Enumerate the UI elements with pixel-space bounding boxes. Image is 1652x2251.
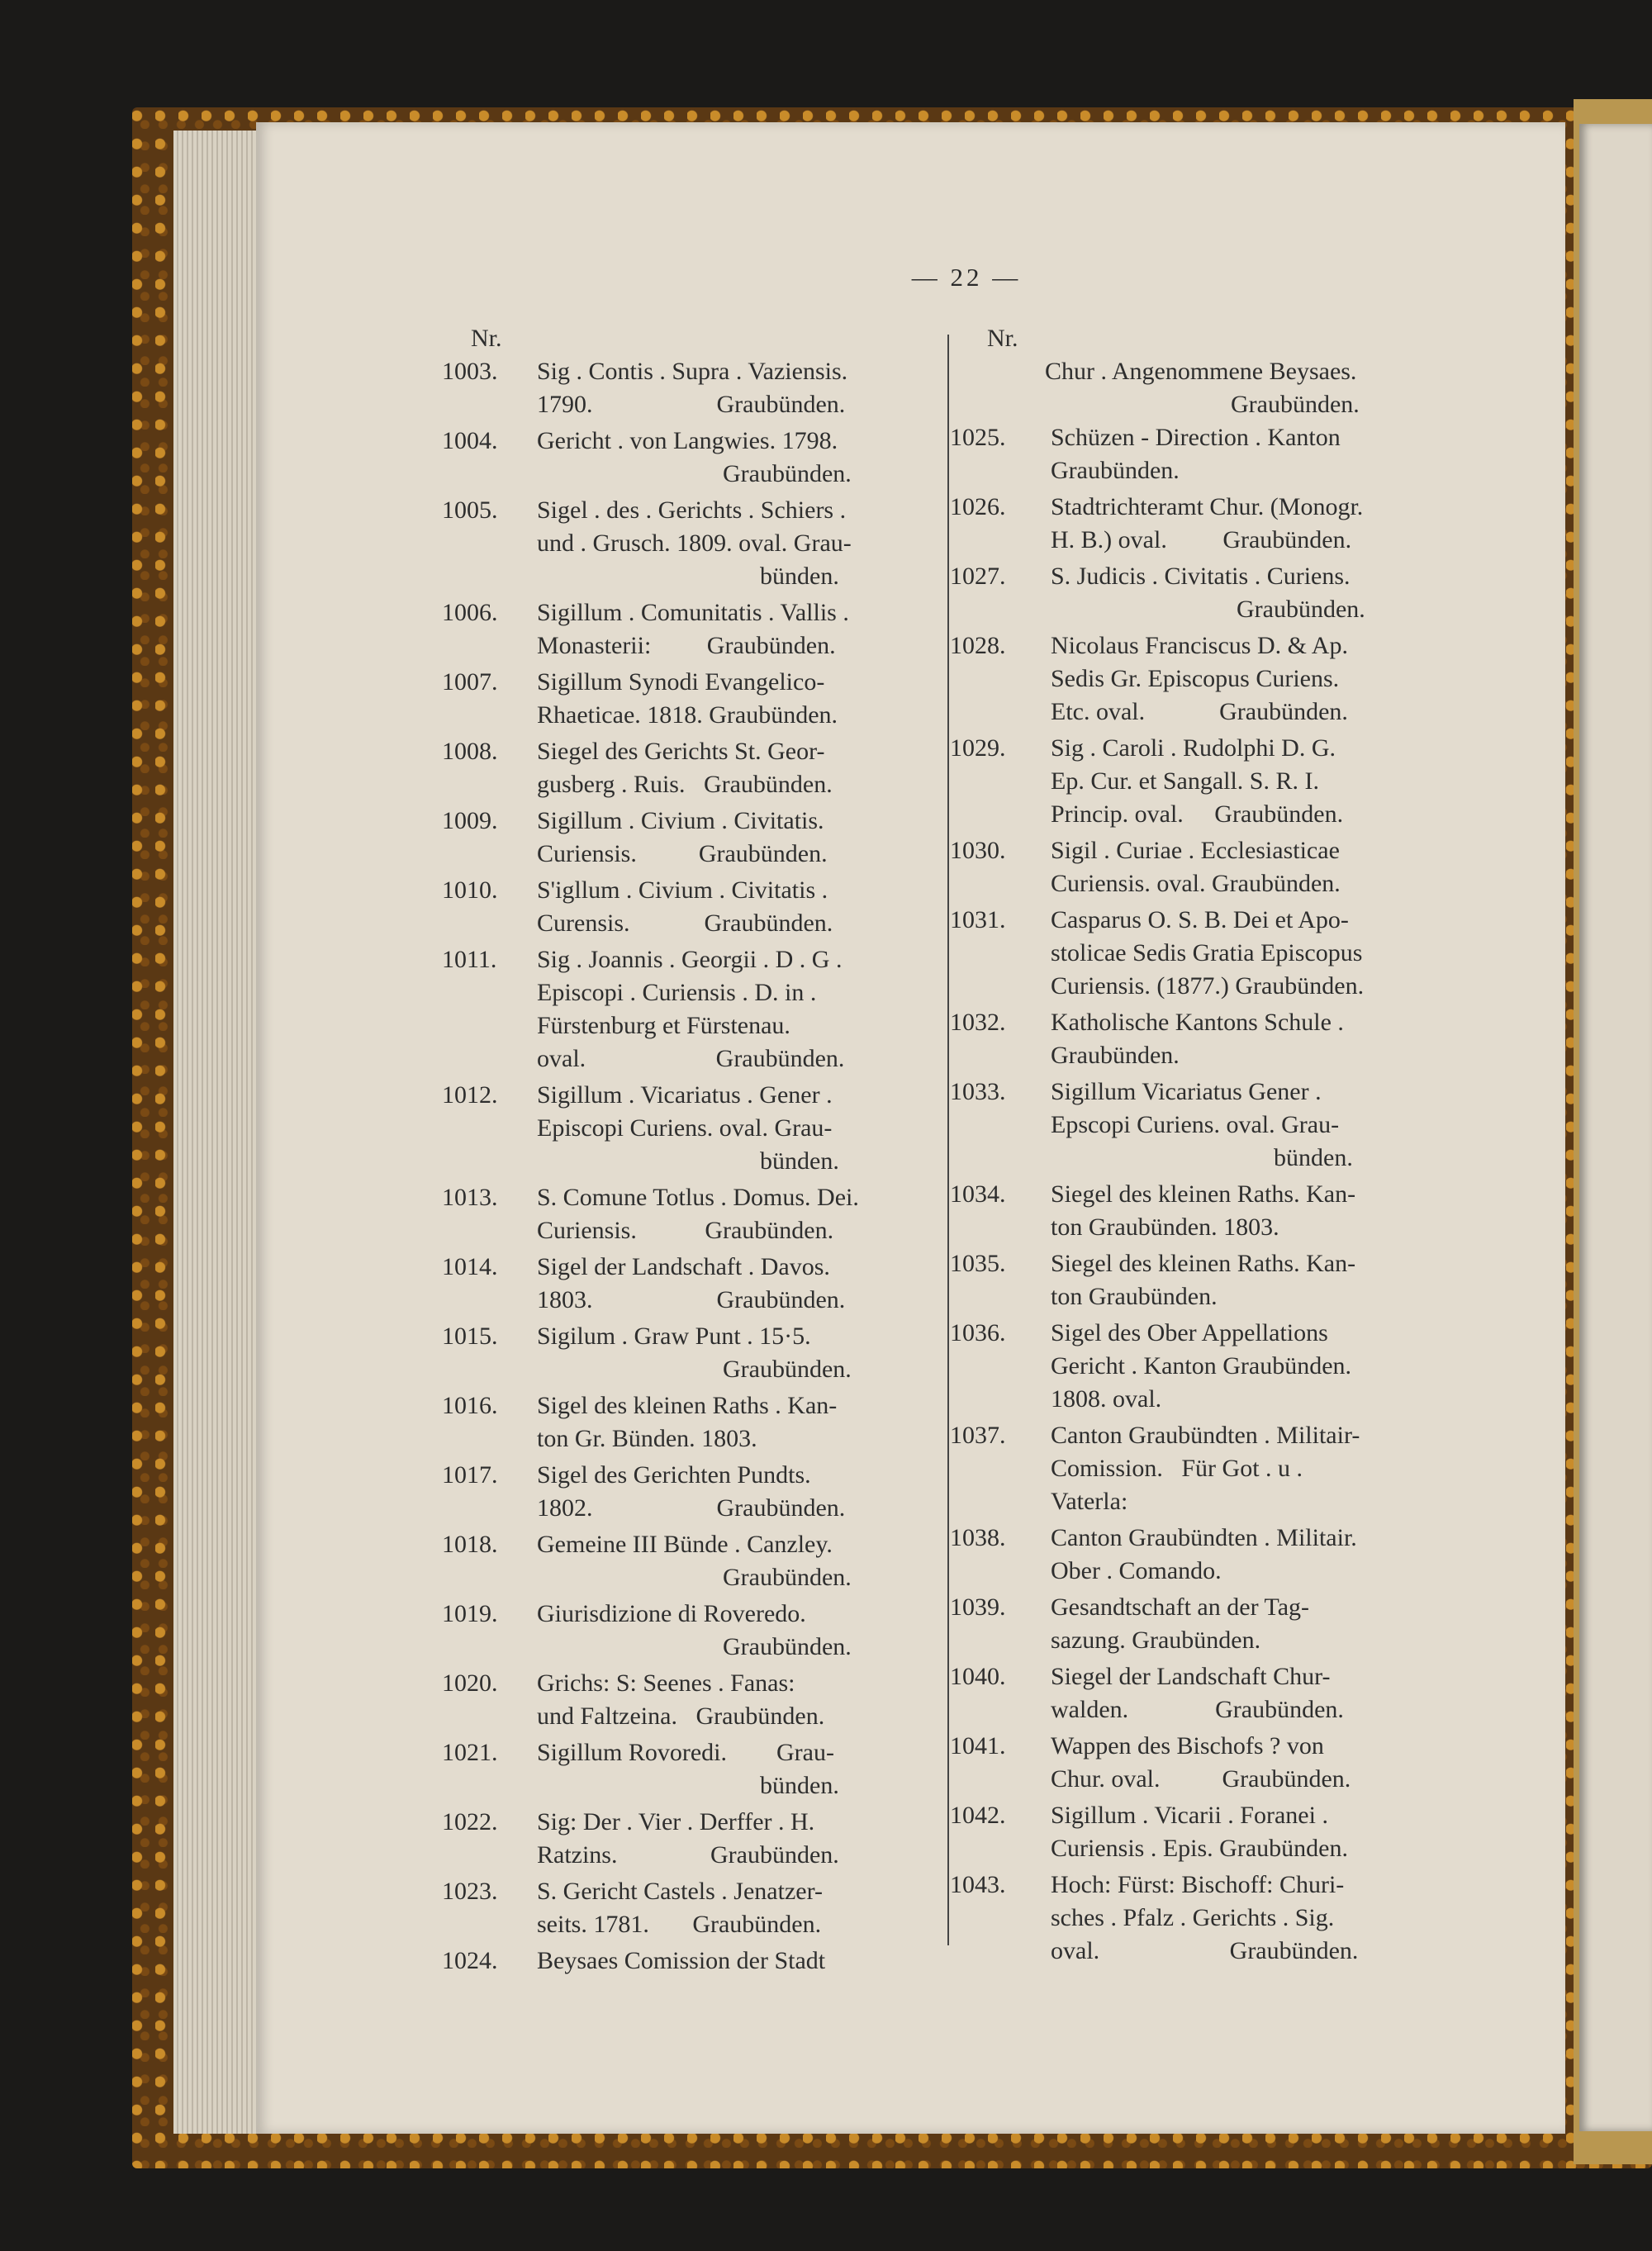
entry-text <box>537 596 938 662</box>
entry-text <box>537 1945 938 1978</box>
catalog-entry <box>950 1799 1454 1865</box>
entry-line: seits. 1781. Graubünden. <box>537 1911 822 1938</box>
entry-line: 1802. Graubünden. <box>537 1494 846 1522</box>
entry-number: 1033. <box>950 1078 1006 1105</box>
catalog-entry <box>950 491 1454 557</box>
entry-line: Curiensis. oval. Graubünden. <box>1051 870 1341 897</box>
catalog-entry <box>950 421 1454 487</box>
entry-number: 1032. <box>950 1009 1006 1036</box>
entry-line: Siegel des kleinen Raths. Kan- <box>1051 1250 1356 1277</box>
catalog-entry <box>442 355 938 421</box>
entry-line: und . Grusch. 1809. oval. Grau- <box>537 530 852 557</box>
entry-number: 1043. <box>950 1871 1006 1898</box>
entry-line: Grichs: S: Seenes . Fanas: <box>537 1669 795 1697</box>
entry-number: 1025. <box>950 424 1006 451</box>
catalog-entry <box>442 1251 938 1317</box>
entry-number: 1010. <box>442 876 498 904</box>
entry-number: 1024. <box>442 1947 498 1974</box>
entry-line: Sigel der Landschaft . Davos. <box>537 1253 830 1280</box>
entry-line: bünden. <box>537 1772 839 1799</box>
entry-text <box>1051 1247 1454 1313</box>
entry-text <box>1051 1799 1454 1865</box>
entry-text <box>1051 1076 1454 1175</box>
entry-line: Giurisdizione di Roveredo. <box>537 1600 806 1627</box>
catalog-entry <box>950 1730 1454 1796</box>
entry-line: Fürstenburg et Fürstenau. <box>537 1012 790 1039</box>
entry-text <box>537 1806 938 1872</box>
entry-number: 1039. <box>950 1593 1006 1621</box>
entry-number: 1036. <box>950 1319 1006 1346</box>
entry-line: 1790. Graubünden. <box>537 391 846 418</box>
entry-number: 1011. <box>442 946 497 973</box>
catalog-entry <box>442 1945 938 1978</box>
entry-number: 1015. <box>442 1323 498 1350</box>
entry-line: Sig . Contis . Supra . Vaziensis. <box>537 358 848 385</box>
entry-number: 1037. <box>950 1422 1006 1449</box>
entry-line: S. Gericht Castels . Jenatzer- <box>537 1878 823 1905</box>
entry-number: 1041. <box>950 1732 1006 1759</box>
entry-line: Sedis Gr. Episcopus Curiens. <box>1051 665 1340 692</box>
entry-number: 1018. <box>442 1531 498 1558</box>
entry-line: Gericht . von Langwies. 1798. <box>537 427 838 454</box>
entry-line: oval. Graubünden. <box>1051 1937 1359 1964</box>
entry-line: bünden. <box>537 1147 839 1175</box>
catalog-entry <box>442 1528 938 1594</box>
catalog-entry <box>442 1459 938 1525</box>
entry-number: 1030. <box>950 837 1006 864</box>
entry-line: H. B.) oval. Graubünden. <box>1051 526 1352 553</box>
catalog-entry <box>442 1079 938 1178</box>
catalog-entry <box>950 732 1454 831</box>
catalog-entry <box>442 1598 938 1664</box>
column-header: Nr. <box>987 325 1018 352</box>
entry-text <box>1051 1660 1454 1726</box>
catalog-entry <box>442 1389 938 1456</box>
entry-line: Graubünden. <box>537 1633 852 1660</box>
catalog-entry <box>442 1875 938 1941</box>
entry-line: Canton Graubündten . Militair- <box>1051 1422 1360 1449</box>
catalog-entry <box>950 1178 1454 1244</box>
entry-number: 1005. <box>442 496 498 524</box>
entry-number: 1006. <box>442 599 498 626</box>
catalog-entry <box>442 1806 938 1872</box>
entry-line: ton Graubünden. <box>1051 1283 1218 1310</box>
catalog-entry <box>442 735 938 801</box>
entry-number: 1026. <box>950 493 1006 520</box>
column-header: Nr. <box>471 325 502 352</box>
entry-line: Sigillum Synodi Evangelico- <box>537 668 825 696</box>
entry-line: Sigel des Ober Appellations <box>1051 1319 1328 1346</box>
entry-line: Gericht . Kanton Graubünden. <box>1051 1352 1352 1380</box>
entry-line: bünden. <box>1051 1144 1353 1171</box>
entry-line: Epscopi Curiens. oval. Grau- <box>1051 1111 1340 1138</box>
entry-line: Nicolaus Franciscus D. & Ap. <box>1051 632 1348 659</box>
entry-text <box>537 666 938 732</box>
entry-number: 1034. <box>950 1180 1006 1208</box>
entry-line: Siegel des kleinen Raths. Kan- <box>1051 1180 1356 1208</box>
continuation-line: Graubünden. <box>1045 391 1360 418</box>
entry-number: 1007. <box>442 668 498 696</box>
left-column <box>442 322 938 1981</box>
entry-text <box>537 1598 938 1664</box>
entry-number: 1016. <box>442 1392 498 1419</box>
entry-line: Graubünden. <box>1051 1042 1180 1069</box>
entry-text <box>537 1459 938 1525</box>
entry-line: Curiensis. Graubünden. <box>537 1217 834 1244</box>
entry-line: Sigillum . Vicariatus . Gener . <box>537 1081 833 1109</box>
entry-line: oval. Graubünden. <box>537 1045 845 1072</box>
entry-line: Casparus O. S. B. Dei et Apo- <box>1051 906 1349 933</box>
entry-line: Comission. Für Got . u . <box>1051 1455 1303 1482</box>
catalog-entry <box>950 1869 1454 1968</box>
entry-number: 1042. <box>950 1802 1006 1829</box>
catalog-entry <box>442 805 938 871</box>
entry-number: 1014. <box>442 1253 498 1280</box>
entry-number: 1008. <box>442 738 498 765</box>
entry-number: 1009. <box>442 807 498 834</box>
entry-text <box>1051 1730 1454 1796</box>
entry-line: Curiensis . Epis. Graubünden. <box>1051 1835 1348 1862</box>
entry-line: Sigillum . Vicarii . Foranei . <box>1051 1802 1328 1829</box>
entry-text <box>537 355 938 421</box>
entry-line: S. Comune Totlus . Domus. Dei. <box>537 1184 859 1211</box>
entry-text <box>1051 1869 1454 1968</box>
entry-line: Graubünden. <box>537 1356 852 1383</box>
entry-line: Graubünden. <box>1051 457 1180 484</box>
catalog-entry <box>442 1736 938 1802</box>
entry-text <box>1051 629 1454 729</box>
facing-page-edge <box>1579 124 1652 2131</box>
catalog-entry <box>950 1247 1454 1313</box>
entry-line: 1808. oval. <box>1051 1385 1162 1413</box>
entry-line: Curensis. Graubünden. <box>537 909 833 937</box>
entry-text <box>537 494 938 593</box>
entry-text <box>537 1251 938 1317</box>
entry-text <box>1051 834 1454 900</box>
entry-line: Ober . Comando. <box>1051 1557 1222 1584</box>
entry-number: 1038. <box>950 1524 1006 1551</box>
entry-text <box>1051 1591 1454 1657</box>
entry-number: 1022. <box>442 1808 498 1835</box>
entry-line: Beysaes Comission der Stadt <box>537 1947 826 1974</box>
entry-line: Graubünden. <box>537 1564 852 1591</box>
entry-number: 1027. <box>950 563 1006 590</box>
entry-number: 1013. <box>442 1184 498 1211</box>
entry-line: Sig . Caroli . Rudolphi D. G. <box>1051 734 1336 762</box>
catalog-entry <box>950 834 1454 900</box>
entry-line: Wappen des Bischofs ? von <box>1051 1732 1324 1759</box>
continuation-line: Chur . Angenommene Beysaes. <box>1045 358 1357 385</box>
entry-text <box>1051 1317 1454 1416</box>
entry-text <box>537 1528 938 1594</box>
entry-line: Chur. oval. Graubünden. <box>1051 1765 1351 1793</box>
entry-text <box>537 1875 938 1941</box>
entry-number: 1028. <box>950 632 1006 659</box>
catalog-entry <box>442 596 938 662</box>
continuation-text <box>950 355 1454 421</box>
entry-text <box>537 735 938 801</box>
entry-line: stolicae Sedis Gratia Episcopus <box>1051 939 1363 966</box>
entry-text <box>1051 560 1454 626</box>
catalog-entry <box>950 560 1454 626</box>
entry-number: 1020. <box>442 1669 498 1697</box>
entry-line: Stadtrichteramt Chur. (Monogr. <box>1051 493 1364 520</box>
entry-line: Schüzen - Direction . Kanton <box>1051 424 1341 451</box>
entry-line: Etc. oval. Graubünden. <box>1051 698 1348 725</box>
entry-line: gusberg . Ruis. Graubünden. <box>537 771 833 798</box>
catalog-entry <box>950 1006 1454 1072</box>
entry-number: 1031. <box>950 906 1006 933</box>
entry-text <box>1051 491 1454 557</box>
entry-line: ton Gr. Bünden. 1803. <box>537 1425 757 1452</box>
catalog-entry <box>442 1667 938 1733</box>
entry-line: S'igllum . Civium . Civitatis . <box>537 876 828 904</box>
entry-line: sches . Pfalz . Gerichts . Sig. <box>1051 1904 1335 1931</box>
catalog-entry <box>442 874 938 940</box>
entry-line: Siegel der Landschaft Chur- <box>1051 1663 1331 1690</box>
catalog-entry <box>950 1076 1454 1175</box>
page-number: — 22 — <box>911 263 1022 292</box>
entry-text <box>537 1320 938 1386</box>
entry-line: Vaterla: <box>1051 1488 1128 1515</box>
entry-line: bünden. <box>537 563 839 590</box>
catalog-entry <box>950 629 1454 729</box>
entry-text <box>1051 904 1454 1003</box>
entry-text <box>1051 1006 1454 1072</box>
entry-line: Sigillum Rovoredi. Grau- <box>537 1739 834 1766</box>
entry-line: Sigillum . Comunitatis . Vallis . <box>537 599 849 626</box>
entry-line: Graubünden. <box>537 460 852 487</box>
entry-number: 1029. <box>950 734 1006 762</box>
entry-line: walden. Graubünden. <box>1051 1696 1344 1723</box>
entry-line: 1803. Graubünden. <box>537 1286 846 1313</box>
entry-line: sazung. Graubünden. <box>1051 1627 1261 1654</box>
entry-line: Sig . Joannis . Georgii . D . G . <box>537 946 843 973</box>
entry-text <box>1051 421 1454 487</box>
entry-line: Graubünden. <box>1051 596 1365 623</box>
entry-line: Monasterii: Graubünden. <box>537 632 836 659</box>
entry-line: Episcopi . Curiensis . D. in . <box>537 979 817 1006</box>
entry-line: Episcopi Curiens. oval. Grau- <box>537 1114 833 1142</box>
entry-line: Gesandtschaft an der Tag- <box>1051 1593 1310 1621</box>
entry-number: 1021. <box>442 1739 498 1766</box>
entry-line: Sigilum . Graw Punt . 15·5. <box>537 1323 811 1350</box>
entry-line: Sigel des kleinen Raths . Kan- <box>537 1392 838 1419</box>
catalog-entry <box>950 1419 1454 1518</box>
entry-line: ton Graubünden. 1803. <box>1051 1213 1279 1241</box>
catalog-entry <box>442 943 938 1076</box>
entry-text <box>537 805 938 871</box>
entry-line: Sigel . des . Gerichts . Schiers . <box>537 496 847 524</box>
entry-number: 1035. <box>950 1250 1006 1277</box>
entry-line: Sig: Der . Vier . Derffer . H. <box>537 1808 815 1835</box>
entry-line: Sigillum Vicariatus Gener . <box>1051 1078 1322 1105</box>
entry-line: Sigel des Gerichten Pundts. <box>537 1461 811 1489</box>
entry-text <box>537 1389 938 1456</box>
entry-text <box>1051 1178 1454 1244</box>
column-divider <box>947 335 949 1945</box>
entry-text <box>1051 732 1454 831</box>
entry-text <box>537 874 938 940</box>
entry-line: Hoch: Fürst: Bischoff: Churi- <box>1051 1871 1345 1898</box>
catalog-entry <box>442 425 938 491</box>
catalog-entry <box>442 494 938 593</box>
page-edges <box>173 131 268 2134</box>
entry-line: Rhaeticae. 1818. Graubünden. <box>537 701 838 729</box>
entry-number: 1019. <box>442 1600 498 1627</box>
entry-number: 1017. <box>442 1461 498 1489</box>
entry-line: Siegel des Gerichts St. Geor- <box>537 738 825 765</box>
catalog-entry <box>950 1660 1454 1726</box>
entry-text <box>537 425 938 491</box>
entry-line: Curiensis. Graubünden. <box>537 840 828 867</box>
entry-number: 1023. <box>442 1878 498 1905</box>
entry-line: Ratzins. Graubünden. <box>537 1841 839 1869</box>
entry-number: 1040. <box>950 1663 1006 1690</box>
entry-text <box>537 1079 938 1178</box>
catalog-entry <box>950 904 1454 1003</box>
entry-text <box>537 943 938 1076</box>
catalog-entry <box>442 666 938 732</box>
entry-line: Canton Graubündten . Militair. <box>1051 1524 1357 1551</box>
entry-text <box>1051 1419 1454 1518</box>
entry-line: Princip. oval. Graubünden. <box>1051 800 1344 828</box>
entry-number: 1004. <box>442 427 498 454</box>
entry-line: S. Judicis . Civitatis . Curiens. <box>1051 563 1351 590</box>
right-column <box>950 322 1454 1971</box>
entry-line: Curiensis. (1877.) Graubünden. <box>1051 972 1365 1000</box>
entry-line: Katholische Kantons Schule . <box>1051 1009 1344 1036</box>
entry-text <box>1051 1522 1454 1588</box>
entry-text <box>537 1181 938 1247</box>
entry-line: Sigil . Curiae . Ecclesiasticae <box>1051 837 1340 864</box>
entry-text <box>537 1667 938 1733</box>
catalog-entry <box>442 1320 938 1386</box>
catalog-entry <box>950 1522 1454 1588</box>
entry-line: Ep. Cur. et Sangall. S. R. I. <box>1051 767 1319 795</box>
entry-text <box>537 1736 938 1802</box>
catalog-entry <box>950 1591 1454 1657</box>
catalog-entry <box>950 1317 1454 1416</box>
entry-line: Sigillum . Civium . Civitatis. <box>537 807 824 834</box>
entry-number: 1012. <box>442 1081 498 1109</box>
catalog-entry <box>442 1181 938 1247</box>
entry-number: 1003. <box>442 358 498 385</box>
entry-line: Gemeine III Bünde . Canzley. <box>537 1531 833 1558</box>
entry-line: und Faltzeina. Graubünden. <box>537 1702 825 1730</box>
